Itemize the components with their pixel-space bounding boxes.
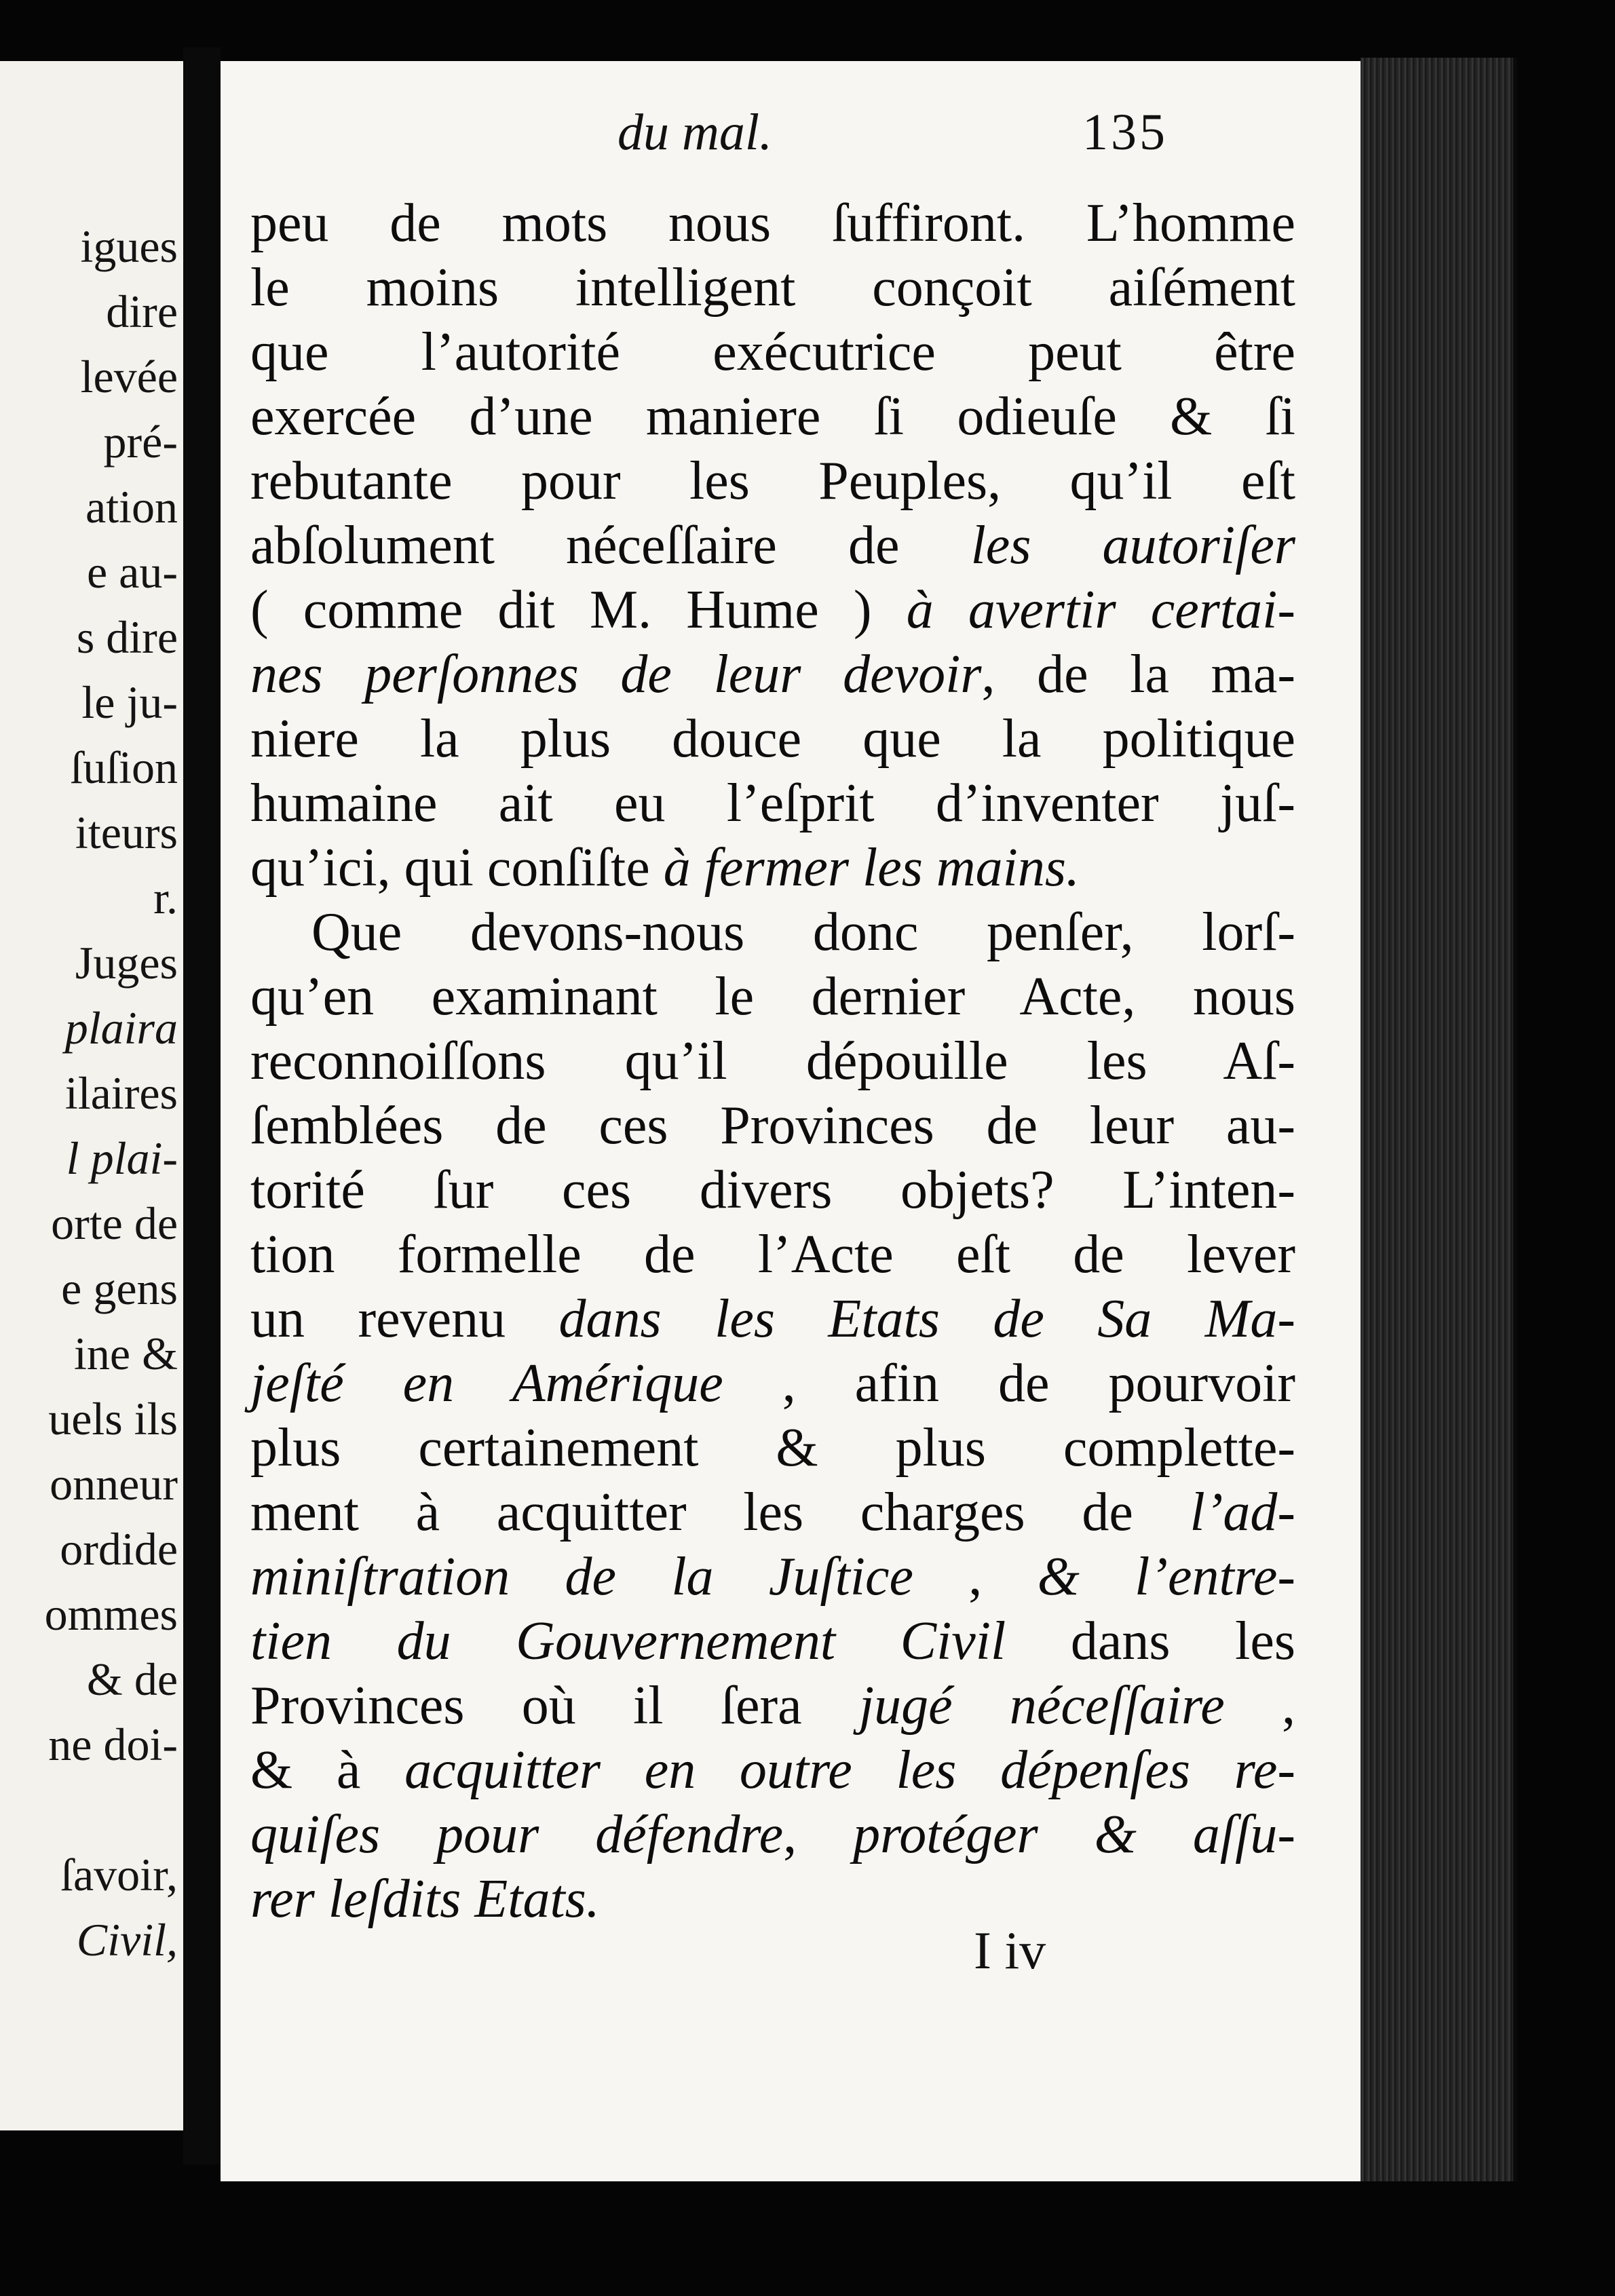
text-line bbox=[250, 836, 1295, 900]
left-page-fragment: ne doi- bbox=[48, 1719, 178, 1770]
left-page-fragment: pré- bbox=[103, 416, 178, 467]
text-segment: exercée d’une maniere ſi odieuſe & ſi bbox=[250, 387, 1295, 446]
text-segment: humaine ait eu l’eſprit d’inventer juſ- bbox=[250, 773, 1295, 833]
text-segment: , afin de pourvoir bbox=[723, 1354, 1295, 1413]
text-segment: torité ſur ces divers objets? L’inten- bbox=[250, 1160, 1295, 1220]
left-page-fragment: e gens bbox=[61, 1263, 178, 1314]
text-line bbox=[250, 1674, 1295, 1738]
text-line bbox=[250, 578, 1295, 643]
text-line bbox=[250, 1545, 1295, 1609]
text-line bbox=[250, 191, 1295, 256]
text-line bbox=[250, 1094, 1295, 1158]
page-number: 135 bbox=[1082, 104, 1168, 161]
left-facing-page bbox=[0, 61, 183, 2130]
italic-text-segment: & l’entre- bbox=[1037, 1547, 1296, 1607]
text-segment: & à bbox=[250, 1740, 405, 1800]
text-segment: ( comme dit M. Hume ) bbox=[250, 580, 907, 640]
italic-text-segment: dans les Etats de Sa Ma- bbox=[558, 1289, 1295, 1349]
page-header bbox=[221, 103, 1361, 178]
text-line bbox=[250, 1416, 1295, 1480]
left-page-fragment: onneur bbox=[50, 1458, 178, 1510]
text-segment: reconnoiſſons qu’il dépouille les Aſ- bbox=[250, 1031, 1295, 1091]
left-page-fragment: plaira bbox=[64, 1002, 178, 1054]
text-line bbox=[250, 1223, 1295, 1287]
text-line bbox=[250, 965, 1295, 1029]
page-edges bbox=[1361, 58, 1517, 2181]
text-line bbox=[250, 1609, 1295, 1674]
text-line bbox=[250, 449, 1295, 514]
italic-text-segment: tien du Gouvernement Civil bbox=[250, 1611, 1006, 1671]
left-page-fragment: orte de bbox=[51, 1198, 178, 1249]
left-page-fragment: ſuſion bbox=[70, 742, 178, 793]
text-segment: , bbox=[783, 1805, 854, 1864]
text-segment: que l’autorité exécutrice peut être bbox=[250, 322, 1295, 382]
text-segment: , bbox=[913, 1547, 1038, 1607]
text-line bbox=[250, 385, 1295, 449]
text-segment: peu de mots nous ſuffiront. L’homme bbox=[250, 193, 1295, 253]
left-page-fragment: ation bbox=[86, 481, 178, 533]
text-line bbox=[250, 320, 1295, 385]
text-line bbox=[250, 643, 1295, 707]
left-page-fragment: dire bbox=[106, 286, 178, 337]
text-line bbox=[250, 514, 1295, 578]
italic-text-segment: l’ad- bbox=[1190, 1482, 1295, 1542]
italic-text-segment: à avertir certai- bbox=[906, 580, 1296, 640]
left-page-fragment: ommes bbox=[44, 1588, 178, 1640]
text-segment: ment à acquitter les charges de bbox=[250, 1482, 1190, 1542]
text-line bbox=[250, 707, 1295, 771]
text-line bbox=[250, 1803, 1295, 1867]
left-page-fragment: Civil, bbox=[76, 1914, 178, 1966]
text-line bbox=[250, 1287, 1295, 1352]
left-page-fragment: e au- bbox=[86, 546, 178, 598]
left-page-fragment bbox=[45, 1777, 178, 1842]
left-page-fragment: Juges bbox=[75, 937, 178, 989]
text-segment: rebutante pour les Peuples, qu’il eſt bbox=[250, 451, 1295, 511]
text-segment: Provinces où il ſera bbox=[250, 1676, 859, 1736]
left-page-fragment: ine & bbox=[74, 1328, 178, 1379]
left-page-fragment: r. bbox=[153, 872, 178, 923]
text-segment: Que devons-nous donc penſer, lorſ- bbox=[311, 902, 1295, 962]
text-segment: dans les bbox=[1006, 1611, 1295, 1671]
left-page-fragment: levée bbox=[80, 351, 178, 402]
text-segment: , de la ma- bbox=[981, 645, 1295, 704]
left-page-fragment: iteurs bbox=[75, 807, 178, 858]
left-page-fragment: ilaires bbox=[64, 1067, 178, 1119]
left-page-fragment: igues bbox=[80, 221, 178, 272]
italic-text-segment: nes perſonnes de leur devoir bbox=[250, 645, 982, 704]
book-page bbox=[221, 61, 1361, 2181]
italic-text-segment: jugé néceſſaire bbox=[858, 1676, 1225, 1736]
left-page-fragment: & de bbox=[86, 1653, 178, 1705]
left-page-fragment: uels ils bbox=[48, 1393, 178, 1444]
text-line bbox=[250, 900, 1295, 965]
left-page-fragment: ordide bbox=[60, 1523, 178, 1575]
italic-text-segment: miniſtration de la Juſtice bbox=[250, 1547, 914, 1607]
text-line bbox=[250, 1352, 1295, 1416]
text-segment: abſolument néceſſaire de bbox=[250, 516, 971, 575]
text-line bbox=[250, 1867, 1295, 1932]
text-segment: plus certainement & plus complette- bbox=[250, 1418, 1295, 1478]
text-line bbox=[250, 256, 1295, 320]
text-line bbox=[250, 1480, 1295, 1545]
text-segment: un revenu bbox=[250, 1289, 559, 1349]
text-segment: tion formelle de l’Acte eſt de lever bbox=[250, 1225, 1295, 1284]
text-segment: qu’en examinant le dernier Acte, nous bbox=[250, 967, 1295, 1027]
left-page-fragment: ſavoir, bbox=[60, 1849, 178, 1900]
body-text bbox=[250, 191, 1295, 1932]
text-line bbox=[250, 1738, 1295, 1803]
left-page-text-fragments bbox=[45, 214, 178, 1972]
text-segment: niere la plus douce que la politique bbox=[250, 709, 1295, 769]
text-segment: , bbox=[1224, 1676, 1296, 1736]
italic-text-segment: acquitter en outre les dépenſes re- bbox=[404, 1740, 1296, 1800]
left-page-fragment: le ju- bbox=[81, 676, 178, 728]
italic-text-segment: les autoriſer bbox=[970, 516, 1295, 575]
italic-text-segment: quiſes pour défendre bbox=[250, 1805, 784, 1864]
book-gutter bbox=[183, 47, 221, 2164]
left-page-fragment: l plai- bbox=[66, 1132, 178, 1184]
text-segment: le moins intelligent conçoit aiſément bbox=[250, 258, 1295, 318]
text-segment: ſemblées de ces Provinces de leur au- bbox=[250, 1096, 1295, 1155]
italic-text-segment: protéger & aſſu- bbox=[853, 1805, 1295, 1864]
text-line bbox=[250, 1158, 1295, 1223]
running-head: du mal. bbox=[618, 104, 772, 161]
text-line bbox=[250, 1029, 1295, 1094]
left-page-fragment: s dire bbox=[76, 611, 178, 663]
text-line bbox=[250, 771, 1295, 836]
text-segment: qu’ici, qui conſiſte bbox=[250, 838, 664, 898]
italic-text-segment: rer leſdits Etats. bbox=[250, 1869, 600, 1929]
catchword: I iv bbox=[974, 1921, 1046, 1980]
italic-text-segment: à fermer les mains. bbox=[663, 838, 1080, 898]
italic-text-segment: jeſté en Amérique bbox=[250, 1354, 723, 1413]
